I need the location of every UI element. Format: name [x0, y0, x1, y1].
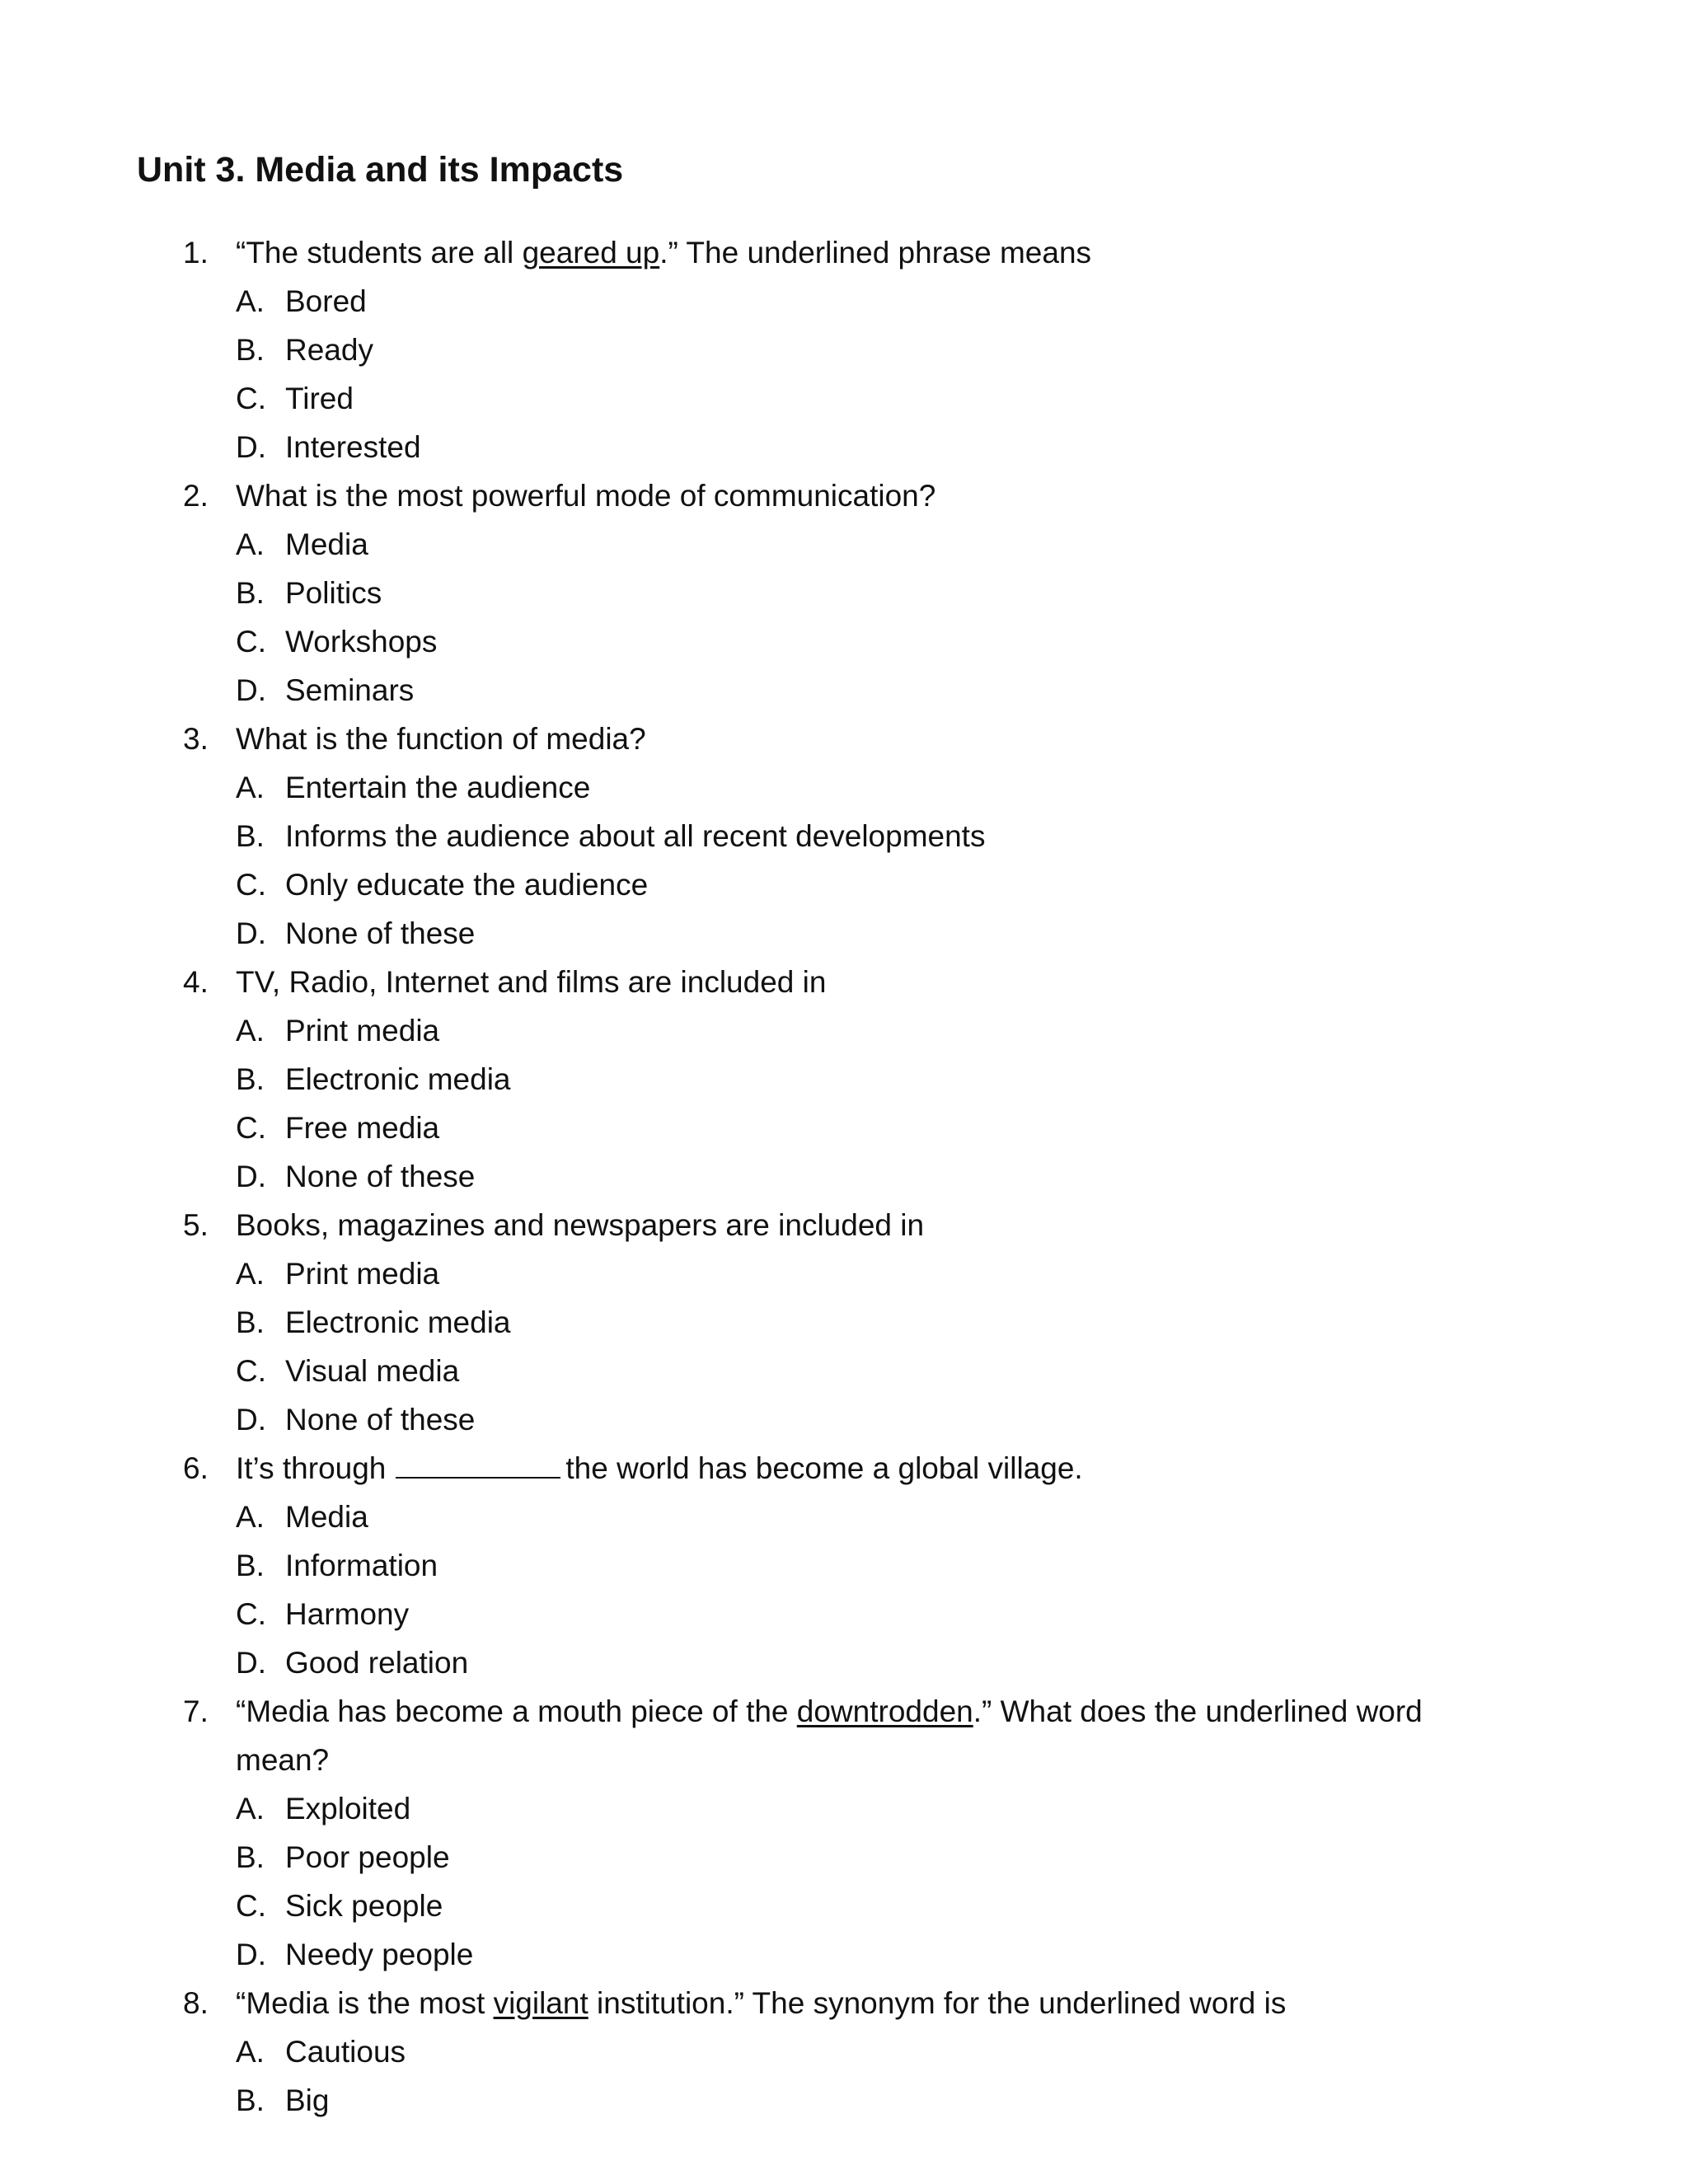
option-text: Harmony [285, 1597, 410, 1631]
question-stem [0, 471, 1688, 520]
option-letter: D. [236, 916, 266, 950]
option-text: Media [285, 1500, 368, 1534]
question-text-part: .” The underlined phrase means [659, 236, 1092, 269]
option-letter: A. [236, 1792, 265, 1825]
option-text: Informs the audience about all recent developments [285, 819, 986, 853]
option-b [0, 326, 1688, 374]
question-text-part: It’s through [236, 1451, 387, 1485]
option-letter: D. [236, 1403, 266, 1436]
option-d [0, 1638, 1688, 1687]
option-letter: A. [236, 2035, 265, 2069]
option-c [0, 1104, 1688, 1152]
question-number: 5. [183, 1208, 209, 1242]
option-b [0, 569, 1688, 617]
option-b [0, 1298, 1688, 1347]
option-c [0, 617, 1688, 666]
option-d [0, 423, 1688, 471]
option-text: Workshops [285, 625, 438, 658]
option-a [0, 763, 1688, 812]
question-text-part: “Media has become a mouth piece of the [236, 1694, 797, 1728]
option-letter: A. [236, 771, 265, 804]
option-a [0, 1784, 1688, 1833]
question-text-part: .” What does the underlined word [973, 1694, 1423, 1728]
option-letter: A. [236, 1500, 265, 1534]
option-c [0, 374, 1688, 423]
option-letter: C. [236, 1354, 266, 1388]
option-d [0, 909, 1688, 958]
option-a [0, 520, 1688, 569]
question-6 [0, 1444, 1688, 1687]
question-text-part: the world has become a global village. [565, 1451, 1083, 1485]
option-text: Entertain the audience [285, 771, 591, 804]
option-letter: C. [236, 1889, 266, 1923]
question-stem [0, 1687, 1688, 1736]
question-stem [0, 228, 1688, 277]
option-text: Seminars [285, 673, 415, 707]
option-letter: D. [236, 1938, 266, 1971]
option-d [0, 1395, 1688, 1444]
question-number: 2. [183, 479, 209, 513]
option-letter: D. [236, 430, 266, 464]
question-text: What is the function of media? [236, 722, 646, 756]
option-b [0, 2076, 1688, 2125]
question-text: TV, Radio, Internet and films are included in [236, 965, 827, 999]
option-c [0, 1590, 1688, 1638]
question-number: 7. [183, 1694, 209, 1728]
question-number: 8. [183, 1986, 209, 2020]
question-1 [0, 228, 1688, 471]
option-d [0, 666, 1688, 715]
option-text: Good relation [285, 1646, 469, 1680]
question-3 [0, 715, 1688, 958]
option-letter: B. [236, 819, 265, 853]
question-stem-continuation [0, 1736, 1688, 1784]
option-d [0, 1152, 1688, 1201]
option-text: Bored [285, 284, 367, 318]
question-number: 4. [183, 965, 209, 999]
option-text: None of these [285, 916, 476, 950]
question-text [236, 228, 1091, 277]
question-text-part: “Media is the most [236, 1986, 494, 2020]
option-letter: C. [236, 868, 266, 902]
question-stem [0, 958, 1688, 1006]
option-a [0, 277, 1688, 326]
question-text-part: institution.” The synonym for the underlined word is [588, 1986, 1287, 2020]
option-b [0, 1833, 1688, 1882]
option-b [0, 1055, 1688, 1104]
option-b [0, 812, 1688, 860]
question-text [236, 1444, 1083, 1493]
option-letter: B. [236, 333, 265, 367]
question-stem [0, 1201, 1688, 1249]
option-text: Politics [285, 576, 382, 610]
option-letter: D. [236, 1160, 266, 1193]
question-5 [0, 1201, 1688, 1444]
option-text: Free media [285, 1111, 440, 1145]
option-text: Tired [285, 382, 354, 415]
option-text: Sick people [285, 1889, 443, 1923]
option-a [0, 1006, 1688, 1055]
underlined-word: downtrodden [796, 1694, 973, 1728]
option-text: Interested [285, 430, 421, 464]
option-c [0, 860, 1688, 909]
option-c [0, 1347, 1688, 1395]
option-d [0, 1930, 1688, 1979]
option-letter: D. [236, 673, 266, 707]
question-text: What is the most powerful mode of communication? [236, 479, 936, 513]
option-letter: C. [236, 625, 266, 658]
option-letter: C. [236, 1597, 266, 1631]
option-text: Big [285, 2083, 330, 2117]
option-text: Print media [285, 1014, 440, 1047]
fill-in-blank [396, 1451, 560, 1479]
option-letter: B. [236, 576, 265, 610]
question-text [236, 1979, 1286, 2027]
question-4 [0, 958, 1688, 1201]
option-letter: B. [236, 1305, 265, 1339]
question-list [0, 228, 1688, 2125]
option-text: Exploited [285, 1792, 411, 1825]
option-text: Media [285, 527, 368, 561]
option-letter: D. [236, 1646, 266, 1680]
option-letter: C. [236, 382, 266, 415]
option-text: Poor people [285, 1840, 450, 1874]
option-text: Information [285, 1549, 438, 1582]
option-letter: A. [236, 1014, 265, 1047]
option-text: Ready [285, 333, 373, 367]
option-text: Electronic media [285, 1305, 511, 1339]
option-a [0, 2027, 1688, 2076]
question-number: 3. [183, 722, 209, 756]
option-text: Electronic media [285, 1062, 511, 1096]
option-text: Print media [285, 1257, 440, 1291]
question-number: 1. [183, 236, 209, 269]
option-text: None of these [285, 1160, 476, 1193]
option-text: Cautious [285, 2035, 406, 2069]
question-text-continuation: mean? [236, 1743, 330, 1777]
question-8 [0, 1979, 1688, 2125]
question-stem [0, 715, 1688, 763]
question-text [236, 1687, 1423, 1736]
option-letter: A. [236, 284, 265, 318]
option-letter: B. [236, 2083, 265, 2117]
underlined-phrase: geared up [522, 236, 660, 269]
option-letter: A. [236, 1257, 265, 1291]
option-letter: B. [236, 1840, 265, 1874]
unit-title: Unit 3. Media and its Impacts [137, 150, 624, 190]
option-text: Only educate the audience [285, 868, 649, 902]
question-text-part: “The students are all [236, 236, 523, 269]
option-text: None of these [285, 1403, 476, 1436]
option-b [0, 1541, 1688, 1590]
option-letter: B. [236, 1062, 265, 1096]
question-2 [0, 471, 1688, 715]
question-number: 6. [183, 1451, 209, 1485]
option-letter: B. [236, 1549, 265, 1582]
option-c [0, 1882, 1688, 1930]
question-stem [0, 1444, 1688, 1493]
option-letter: A. [236, 527, 265, 561]
question-stem [0, 1979, 1688, 2027]
underlined-word: vigilant [493, 1986, 588, 2020]
question-7 [0, 1687, 1688, 1979]
option-letter: C. [236, 1111, 266, 1145]
question-text: Books, magazines and newspapers are included in [236, 1208, 925, 1242]
option-text: Needy people [285, 1938, 474, 1971]
option-a [0, 1249, 1688, 1298]
option-text: Visual media [285, 1354, 460, 1388]
option-a [0, 1493, 1688, 1541]
